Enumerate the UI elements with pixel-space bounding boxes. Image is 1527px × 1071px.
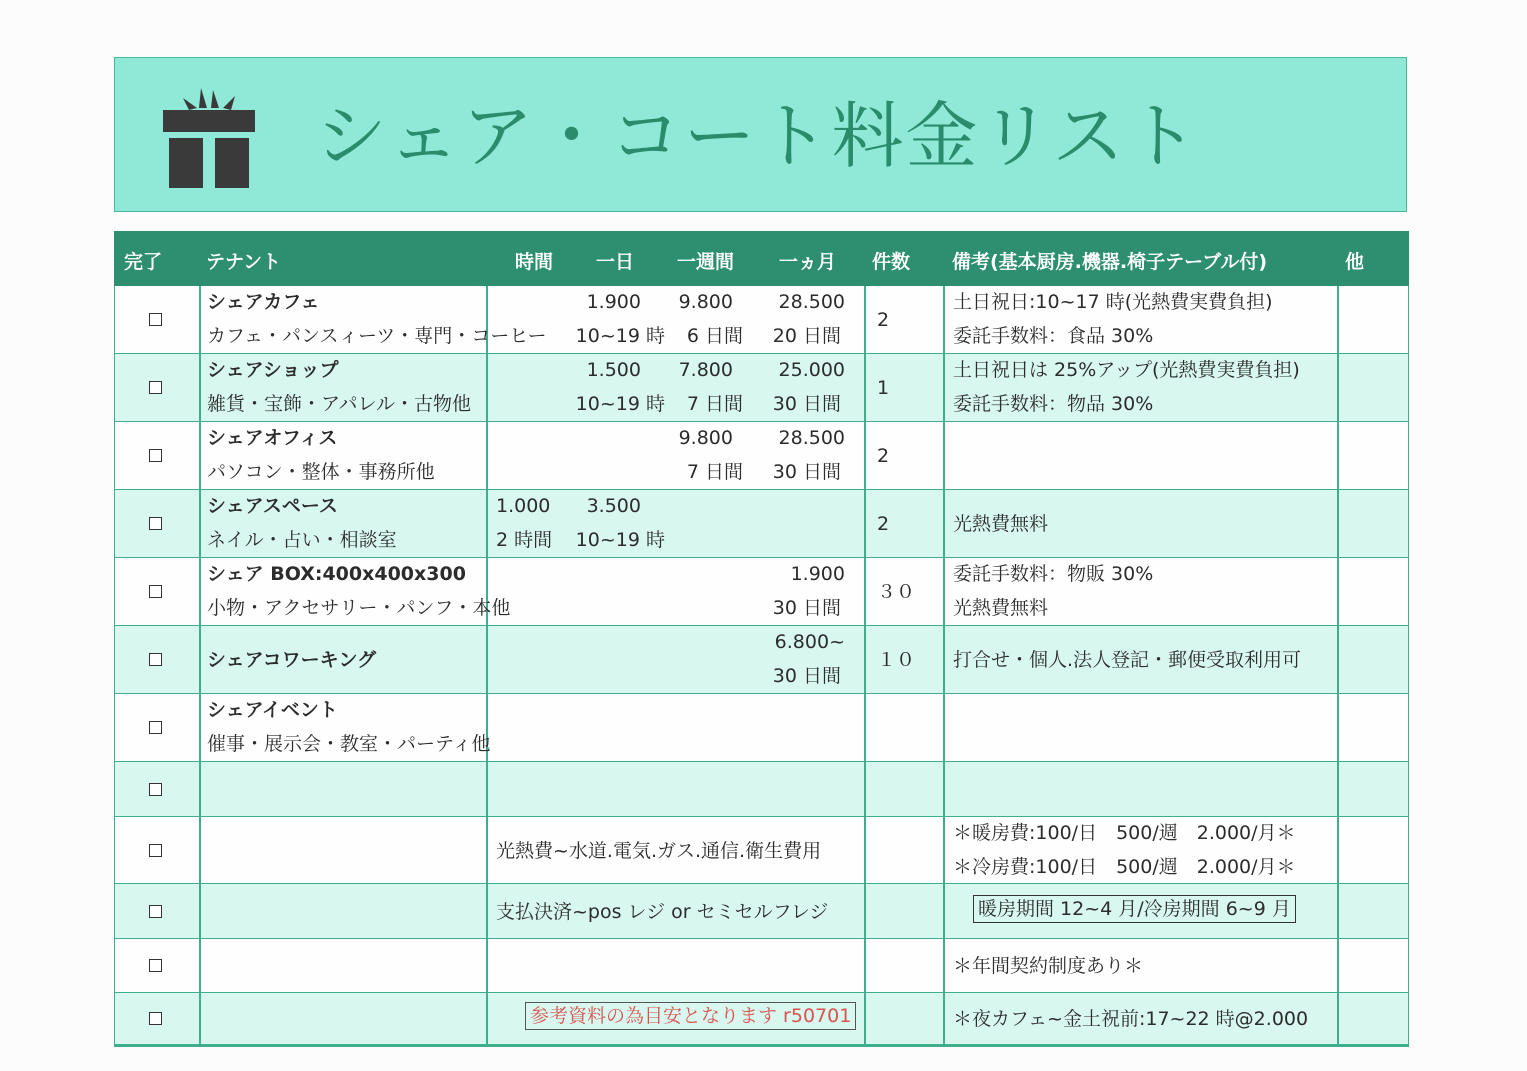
column-divider [486, 993, 488, 1044]
column-divider [864, 993, 866, 1044]
tenant-name: シェアショップ [207, 359, 339, 381]
column-divider [1337, 558, 1339, 625]
note-line [973, 897, 1296, 921]
time-unit: 2 時間 [496, 529, 553, 551]
title-banner [114, 57, 1407, 212]
column-divider [199, 558, 201, 625]
column-divider [864, 558, 866, 625]
day-price: 3.500 [586, 495, 641, 517]
table-header [114, 231, 1409, 286]
count-value: 1 [877, 377, 890, 399]
done-checkbox[interactable] [149, 844, 162, 857]
column-divider [199, 422, 201, 489]
column-divider [943, 354, 945, 421]
note-line: ＊暖房費:100/日 500/週 2.000/月＊ [953, 822, 1296, 844]
column-divider [199, 817, 201, 883]
fee-note: 光熱費~水道.電気.ガス.通信.衛生費用 [496, 839, 822, 862]
count-value: 2 [877, 513, 890, 535]
header-done: 完了 [124, 251, 163, 273]
tenant-name: シェアコワーキング [207, 649, 377, 671]
header-tenant: テナント [206, 251, 282, 273]
note-line: 光熱費無料 [953, 513, 1049, 535]
header-notes: 備考(基本厨房.機器.椅子テーブル付) [952, 251, 1268, 273]
column-divider [199, 490, 201, 557]
column-divider [486, 422, 488, 489]
table-bottom-rule [114, 1045, 1409, 1047]
column-divider [486, 817, 488, 883]
column-divider [1337, 694, 1339, 761]
month-unit: 30 日間 [772, 665, 841, 687]
disclaimer-label-box: 参考資料の為目安となります r50701 [525, 1002, 856, 1030]
month-unit: 20 日間 [772, 325, 841, 347]
note-line: ＊年間契約制度あり＊ [953, 955, 1144, 977]
table-row [114, 884, 1409, 939]
gift-icon [161, 80, 257, 190]
column-divider [864, 626, 866, 693]
column-divider [199, 694, 201, 761]
day-price: 1.900 [586, 291, 641, 313]
month-price: 25.000 [778, 359, 845, 381]
note-line: 打合せ・個人.法人登記・郵便受取利用可 [953, 649, 1302, 671]
tenant-description: 催事・展示会・教室・パーティ他 [207, 733, 491, 755]
table-row [114, 490, 1409, 558]
column-divider [1337, 422, 1339, 489]
column-divider [486, 354, 488, 421]
table-row [114, 817, 1409, 884]
done-checkbox[interactable] [149, 783, 162, 796]
tenant-name: シェアオフィス [207, 427, 338, 449]
done-checkbox[interactable] [149, 1012, 162, 1025]
column-divider [1337, 939, 1339, 992]
column-divider [943, 817, 945, 883]
header-count: 件数 [872, 251, 911, 273]
tenant-description: 小物・アクセサリー・パンフ・本他 [207, 597, 511, 619]
tenant-name: シェアカフェ [207, 291, 320, 313]
column-divider [943, 884, 945, 938]
page-title: シェア・コート料金リスト [315, 94, 1201, 178]
table-row [114, 762, 1409, 817]
table-row [114, 558, 1409, 626]
column-divider [486, 626, 488, 693]
column-divider [1337, 884, 1339, 938]
count-value: ３０ [877, 581, 916, 603]
tenant-description: カフェ・パンスィーツ・専門・コーヒー [207, 325, 547, 347]
fee-note: 支払決済~pos レジ or セミセルフレジ [496, 900, 829, 923]
column-divider [864, 762, 866, 816]
column-divider [486, 939, 488, 992]
column-divider [1337, 993, 1339, 1044]
price-table [114, 231, 1409, 286]
week-price: 9.800 [678, 291, 733, 313]
table-row [114, 626, 1409, 694]
time-price: 1.000 [496, 495, 551, 517]
column-divider [864, 694, 866, 761]
tenant-description: パソコン・整体・事務所他 [207, 461, 435, 483]
day-price: 1.500 [586, 359, 641, 381]
column-divider [943, 286, 945, 353]
column-divider [943, 762, 945, 816]
done-checkbox[interactable] [149, 905, 162, 918]
column-divider [199, 626, 201, 693]
table-row [114, 993, 1409, 1045]
disclaimer-label [525, 1004, 856, 1028]
column-divider [1337, 762, 1339, 816]
column-divider [199, 993, 201, 1044]
note-line-box: 暖房期間 12~4 月/冷房期間 6~9 月 [973, 895, 1296, 923]
note-line: 光熱費無料 [953, 597, 1049, 619]
done-checkbox[interactable] [149, 381, 162, 394]
column-divider [1337, 490, 1339, 557]
header-month: 一ヵ月 [779, 251, 837, 273]
column-divider [943, 694, 945, 761]
column-divider [864, 422, 866, 489]
note-line: 土日祝日は 25%アップ(光熱費実費負担) [953, 359, 1300, 381]
table-row [114, 286, 1409, 354]
tenant-name: シェアスペース [207, 495, 338, 517]
month-unit: 30 日間 [772, 597, 841, 619]
month-price: 6.800~ [774, 631, 845, 653]
week-price: 7.800 [678, 359, 733, 381]
day-unit: 10~19 時 [575, 393, 665, 415]
month-unit: 30 日間 [772, 393, 841, 415]
column-divider [943, 993, 945, 1044]
column-divider [864, 817, 866, 883]
month-price: 28.500 [778, 427, 845, 449]
done-checkbox[interactable] [149, 449, 162, 462]
table-row [114, 939, 1409, 993]
column-divider [199, 939, 201, 992]
column-divider [864, 939, 866, 992]
count-value: 2 [877, 309, 890, 331]
column-divider [199, 286, 201, 353]
tenant-name: シェア BOX:400x400x300 [207, 563, 466, 585]
column-divider [864, 884, 866, 938]
header-week: 一週間 [677, 251, 735, 273]
done-checkbox[interactable] [149, 313, 162, 326]
column-divider [486, 762, 488, 816]
column-divider [943, 939, 945, 992]
column-divider [864, 286, 866, 353]
week-unit: 7 日間 [686, 461, 743, 483]
column-divider [864, 354, 866, 421]
count-value: 2 [877, 445, 890, 467]
column-divider [943, 558, 945, 625]
column-divider [943, 422, 945, 489]
done-checkbox[interactable] [149, 585, 162, 598]
done-checkbox[interactable] [149, 959, 162, 972]
column-divider [1337, 817, 1339, 883]
table-row [114, 694, 1409, 762]
column-divider [943, 626, 945, 693]
tenant-name: シェアイベント [207, 699, 338, 721]
week-price: 9.800 [678, 427, 733, 449]
note-line: 委託手数料：食品 30% [953, 325, 1154, 347]
column-divider [199, 354, 201, 421]
header-time: 時間 [515, 251, 554, 273]
column-divider [864, 490, 866, 557]
done-checkbox[interactable] [149, 517, 162, 530]
month-price: 28.500 [778, 291, 845, 313]
column-divider [199, 762, 201, 816]
week-unit: 7 日間 [686, 393, 743, 415]
column-divider [486, 884, 488, 938]
note-line: 委託手数料：物販 30% [953, 563, 1154, 585]
note-line: 委託手数料：物品 30% [953, 393, 1154, 415]
table-row [114, 354, 1409, 422]
month-unit: 30 日間 [772, 461, 841, 483]
column-divider [1337, 354, 1339, 421]
column-divider [1337, 286, 1339, 353]
column-divider [199, 884, 201, 938]
tenant-description: ネイル・占い・相談室 [207, 529, 397, 551]
header-other: 他 [1345, 251, 1365, 273]
done-checkbox[interactable] [149, 721, 162, 734]
table-row [114, 422, 1409, 490]
week-unit: 6 日間 [686, 325, 743, 347]
note-line: ＊冷房費:100/日 500/週 2.000/月＊ [953, 856, 1296, 878]
count-value: １０ [877, 649, 916, 671]
note-line: ＊夜カフェ~金土祝前:17~22 時@2.000 [953, 1008, 1309, 1030]
header-day: 一日 [596, 251, 635, 273]
done-checkbox[interactable] [149, 653, 162, 666]
note-line: 土日祝日:10~17 時(光熱費実費負担) [953, 291, 1273, 313]
column-divider [943, 490, 945, 557]
tenant-description: 雑貨・宝飾・アパレル・古物他 [207, 393, 472, 415]
day-unit: 10~19 時 [575, 529, 665, 551]
day-unit: 10~19 時 [575, 325, 665, 347]
month-price: 1.900 [790, 563, 845, 585]
column-divider [1337, 626, 1339, 693]
column-divider [486, 490, 488, 557]
